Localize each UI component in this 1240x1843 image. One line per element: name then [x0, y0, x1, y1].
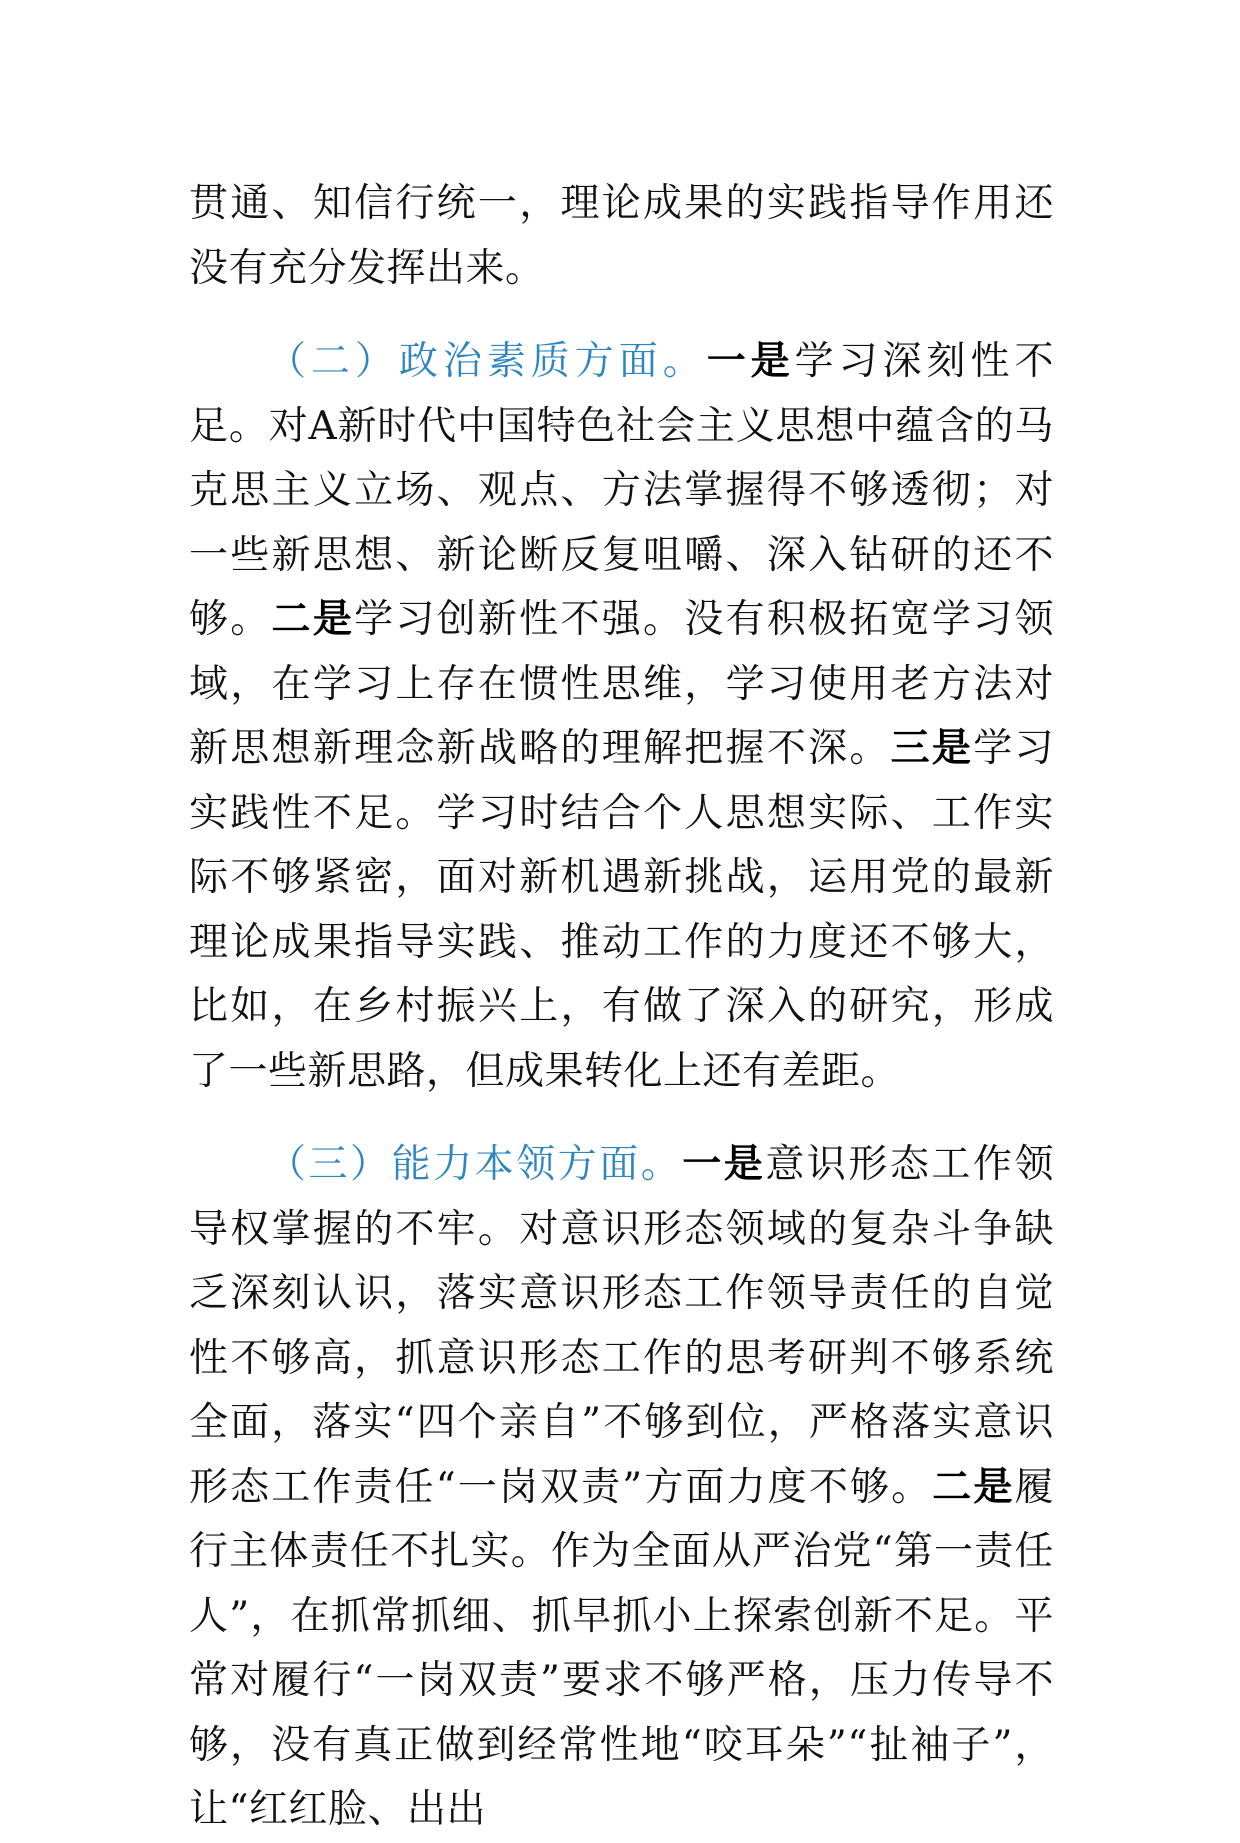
document-body: [189, 172, 1054, 1843]
paragraph-continuation: [189, 172, 1054, 301]
ordinal-marker: 二是: [932, 1464, 1015, 1510]
section-heading: （二）政治素质方面。: [267, 339, 707, 384]
paragraph-ability: [189, 1133, 1054, 1843]
body-text: 学习深刻性不足。对A新时代中国特色社会主义思想中蕴含的马克思主义立场、观点、方法掌握得不够透彻；对一些新思想、新论断反复咀嚼、深入钻研的还不够。: [189, 339, 1054, 642]
paragraph-political-quality: [189, 330, 1054, 1104]
body-text: 意识形态工作领导权掌握的不牢。对意识形态领域的复杂斗争缺乏深刻认识，落实意识形态工作领导责任的自觉性不够高，抓意识形态工作的思考研判不够系统全面，落实“四个亲自”不够到位，严格落实意识形态工作责任“一岗双责”方面力度不够。: [189, 1142, 1054, 1510]
ordinal-marker: 三是: [890, 726, 974, 771]
ordinal-marker: 二是: [271, 597, 355, 642]
body-text: 贯通、知信行统一，理论成果的实践指导作用还没有充分发挥出来。: [189, 181, 1054, 291]
ordinal-marker: 一是: [682, 1142, 766, 1187]
section-heading: （三）能力本领方面。: [267, 1142, 683, 1187]
body-text: 学习创新性不强。没有积极拓宽学习领域，在学习上存在惯性思维，学习使用老方法对新思想新理念新战略的理解把握不深。: [189, 597, 1054, 771]
body-text: 学习实践性不足。学习时结合个人思想实际、工作实际不够紧密，面对新机遇新挑战，运用党的最新理论成果指导实践、推动工作的力度还不够大，比如，在乡村振兴上，有做了深入的研究，形成了一些新思路，但成果转化上还有差距。: [189, 726, 1054, 1094]
body-text: 履行主体责任不扎实。作为全面从严治党“第一责任人”，在抓常抓细、抓早抓小上探索创新不足。平常对履行“一岗双责”要求不够严格，压力传导不够，没有真正做到经常性地“咬耳朵”“扯袖子”，让“红红脸、出出: [189, 1464, 1054, 1832]
ordinal-marker: 一是: [706, 339, 795, 384]
